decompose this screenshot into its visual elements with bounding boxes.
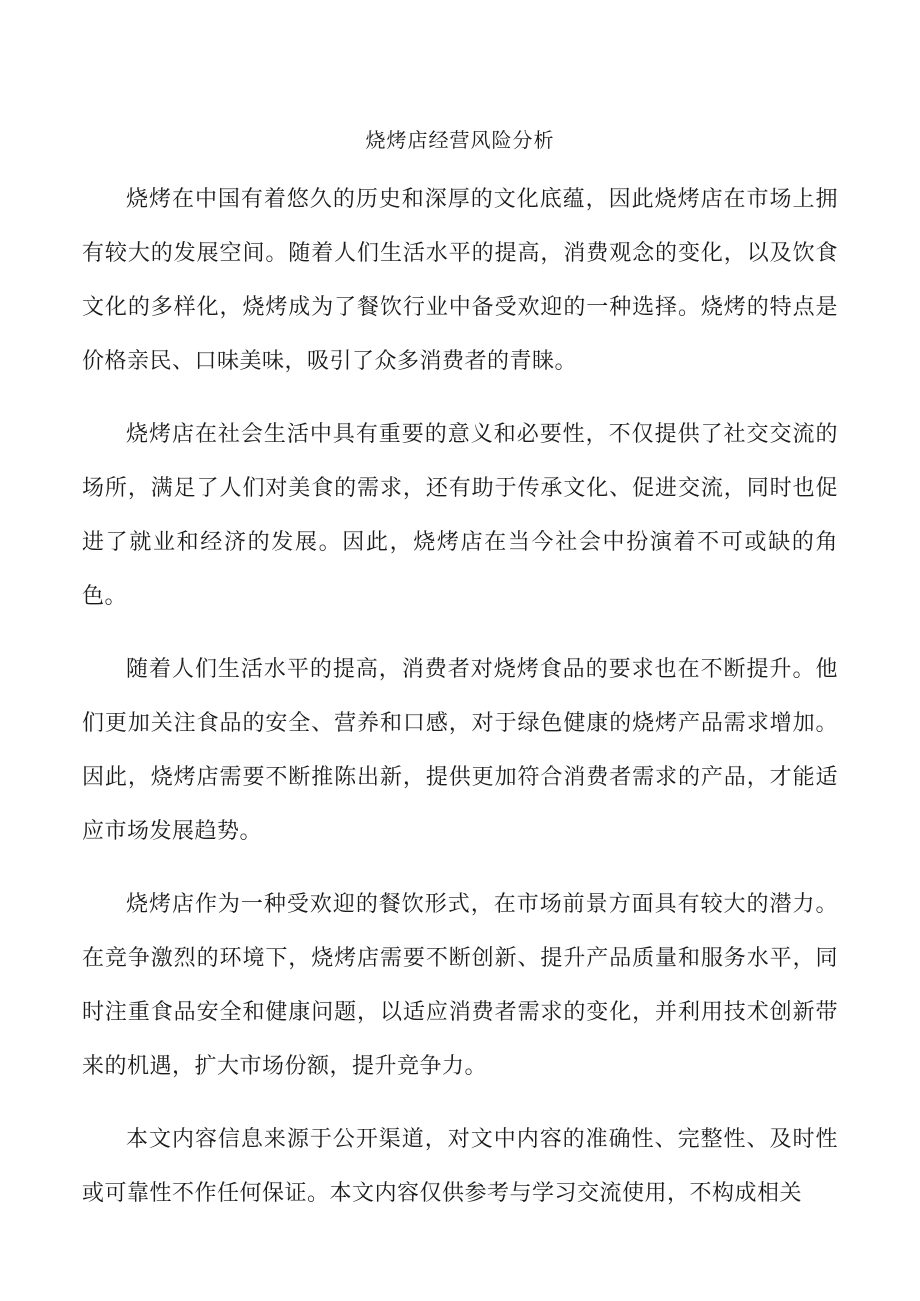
paragraph-market-outlook: 烧烤店作为一种受欢迎的餐饮形式，在市场前景方面具有较大的潜力。在竞争激烈的环境下，烧烤店需要不断创新、提升产品质量和服务水平，同时注重食品安全和健康问题，以适应消费者需求的变化，并利用技术创新带来的机遇，扩大市场份额，提升竞争力。 xyxy=(82,892,838,1079)
paragraph-history: 烧烤在中国有着悠久的历史和深厚的文化底蕴，因此烧烤店在市场上拥有较大的发展空间。随着人们生活水平的提高，消费观念的变化，以及饮食文化的多样化，烧烤成为了餐饮行业中备受欢迎的一种选择。烧烤的特点是价格亲民、口味美味，吸引了众多消费者的青睐。 xyxy=(82,187,838,374)
paragraph-social-significance: 烧烤店在社会生活中具有重要的意义和必要性，不仅提供了社交交流的场所，满足了人们对美食的需求，还有助于传承文化、促进交流，同时也促进了就业和经济的发展。因此，烧烤店在当今社会中扮演着不可或缺的角色。 xyxy=(82,422,838,609)
document-title: 烧烤店经营风险分析 xyxy=(365,128,555,152)
paragraph-consumer-demand: 随着人们生活水平的提高，消费者对烧烤食品的要求也在不断提升。他们更加关注食品的安全、营养和口感，对于绿色健康的烧烤产品需求增加。因此，烧烤店需要不断推陈出新，提供更加符合消费者需求的产品，才能适应市场发展趋势。 xyxy=(82,657,838,844)
document-body xyxy=(82,173,838,1240)
paragraph-disclaimer: 本文内容信息来源于公开渠道，对文中内容的准确性、完整性、及时性或可靠性不作任何保证。本文内容仅供参考与学习交流使用，不构成相关 xyxy=(82,1127,838,1206)
